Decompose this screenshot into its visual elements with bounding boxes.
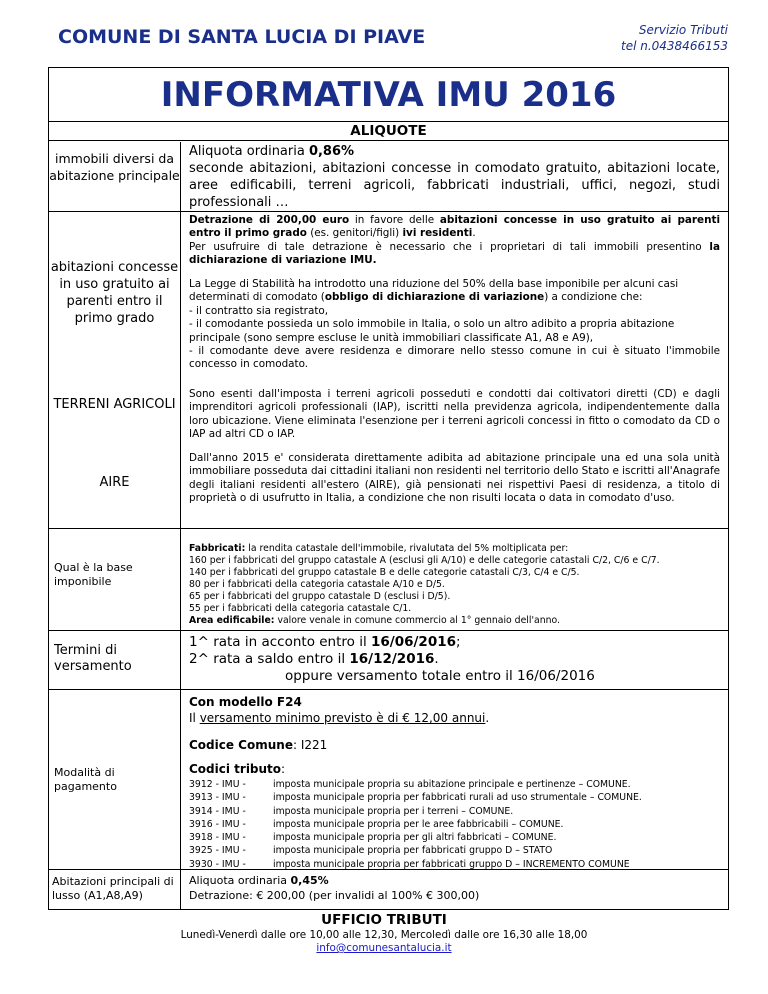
comodato-riduzione: La Legge di Stabilità ha introdotto una riduzione del 50% della base imponibile per alcuni casi determinati di comodato (obbligo di dichiarazione di variazione) a condizione che: - il contratto sia registrato, - il comodante possieda un solo immobile in Italia, o solo un altro adibito a propria abitazione principale (sono sempre escluse le unità immobiliari classificate A1, A8 e A9), - il comodante deve avere residenza e dimorare nello stesso comune in cui è situato l'immobile concesso in comodato. <box>189 278 720 371</box>
immobili-desc: seconde abitazioni, abitazioni concesse in comodato gratuito, abitazioni locate, aree edificabili, terreni agricoli, fabbricati industriali, uffici, negozi, studi professionali … <box>189 161 720 210</box>
codice-comune: Codice Comune: I221 <box>189 738 328 752</box>
info-table <box>48 67 729 910</box>
row-aire <box>49 452 728 529</box>
modalita-f24: Con modello F24 Il versamento minimo previsto è di € 12,00 annui. <box>189 695 490 725</box>
list-item: 3925 - IMU - imposta municipale propria per fabbricati gruppo D – STATO <box>189 845 553 857</box>
label-aire: AIRE <box>99 475 130 490</box>
list-item: 3914 - IMU - imposta municipale propria per i terreni – COMUNE. <box>189 805 514 817</box>
comune-name: COMUNE DI SANTA LUCIA DI PIAVE <box>58 26 426 48</box>
list-item: 3912 - IMU - imposta municipale propria su abitazione principale e pertinenze – COMUNE. <box>189 779 631 790</box>
comodato-detrazione: Detrazione di 200,00 euro in favore delle abitazioni concesse in uso gratuito ai parenti entro il primo grado (es. genitori/figli) ivi residenti. Per usufruire di tale detrazione è necessario che i proprietari di tali immobili presentino la dichiarazione di variazione IMU. <box>189 214 721 267</box>
row-modalita <box>49 690 728 870</box>
terreni-text: Sono esenti dall'imposta i terreni agricoli posseduti e condotti dai coltivatori diretti (CD) e dagli imprenditori agricoli professionali (IAP), iscritti nella previdenza agricola, indipendentemente dalla loro ubicazione. Viene eliminata l'esenzione per i terreni agricoli concessi in fitto o comodato da CD o IAP ad altri CD o IAP. <box>189 388 720 441</box>
label-modalita: Modalità di pagamento <box>54 766 117 793</box>
label-comodato: abitazioni concesse in uso gratuito ai parenti entro il primo grado <box>50 260 179 326</box>
list-item: 3918 - IMU - imposta municipale propria per gli altri fabbricati – COMUNE. <box>189 832 557 844</box>
termini-text: 1^ rata in acconto entro il 16/06/2016; 2^ rata a saldo entro il 16/12/2016. oppure versamento totale entro il 16/06/2016 <box>189 634 595 684</box>
label-base: Qual è la base imponibile <box>54 561 133 588</box>
servizio-tel: tel n.0438466153 <box>620 39 728 53</box>
row-termini <box>49 631 728 690</box>
aliquota-prefix: Aliquota ordinaria <box>189 144 309 159</box>
servizio-label: Servizio Tributi <box>638 23 728 37</box>
list-item: 3913 - IMU - imposta municipale propria per fabbricati rurali ad uso strumentale – COMUNE. <box>189 792 642 804</box>
row-lusso <box>49 870 728 910</box>
list-item: 3916 - IMU - imposta municipale propria per le aree fabbricabili – COMUNE. <box>189 818 564 830</box>
row-immobili <box>49 142 728 212</box>
aliquota-value: 0,86% <box>308 144 355 159</box>
row-label-cell <box>49 690 181 869</box>
row-label-cell <box>49 870 181 910</box>
footer-email-link[interactable]: info@comunesantalucia.it <box>316 942 452 954</box>
page-title: INFORMATIVA IMU 2016 <box>49 68 728 122</box>
label-termini: Termini di versamento <box>54 643 132 674</box>
row-label-cell <box>49 142 181 211</box>
codici-tributo-heading: Codici tributo: <box>189 762 286 776</box>
label-lusso: Abitazioni principali di lusso (A1,A8,A9) <box>52 875 174 902</box>
row-label-cell <box>49 631 181 689</box>
row-base <box>49 529 728 631</box>
lusso-text: Aliquota ordinaria 0,45% Detrazione: € 200,00 (per invalidi al 100% € 300,00) <box>189 874 480 902</box>
row-label-cell <box>49 529 181 630</box>
aliquote-heading: ALIQUOTE <box>49 122 728 141</box>
aire-text: Dall'anno 2015 e' considerata direttamente adibita ad abitazione principale una ed una sola unità immobiliare posseduta dai cittadini italiani non residenti nel territorio dello Stato e iscritti all'Anagrafe degli italiani residenti all'estero (AIRE), già pensionati nei rispettivi Paesi di residenza, a titolo di proprietà o di usufrutto in Italia, a condizione che non risulti locata o data in comodato d'uso. <box>189 452 720 505</box>
base-text: Fabbricati: la rendita catastale dell'immobile, rivalutata del 5% moltiplicata per: 160 per i fabbricati del gruppo catastale A (esclusi gli A/10) e delle categorie catastali C/2, C/6 e C/7. 140 per i fabbricati del gruppo catastale B e delle categorie catastali C/3, C/4 e C/5. 80 per i fabbricati della categoria catastale A/10 e D/5. 65 per i fabbricati del gruppo catastale D (esclusi i D/5). 55 per i fabbricati della categoria catastale C/1. Area edificabile: valore venale in comune commercio al 1° gennaio dell'anno. <box>189 543 660 626</box>
footer-hours: Lunedì-Venerdì dalle ore 10,00 alle 12,30, Mercoledì dalle ore 16,30 alle 18,00 <box>180 929 588 941</box>
immobili-text <box>189 143 720 211</box>
label-terreni: TERRENI AGRICOLI <box>53 397 176 412</box>
label-immobili: immobili diversi da abitazione principale <box>49 151 180 183</box>
page-header <box>48 18 728 63</box>
footer-title: UFFICIO TRIBUTI <box>321 912 447 928</box>
servizio-info <box>621 22 728 54</box>
list-item: 3930 - IMU - imposta municipale propria per fabbricati gruppo D – INCREMENTO COMUNE <box>189 858 630 870</box>
codici-tributo-list <box>189 778 720 871</box>
